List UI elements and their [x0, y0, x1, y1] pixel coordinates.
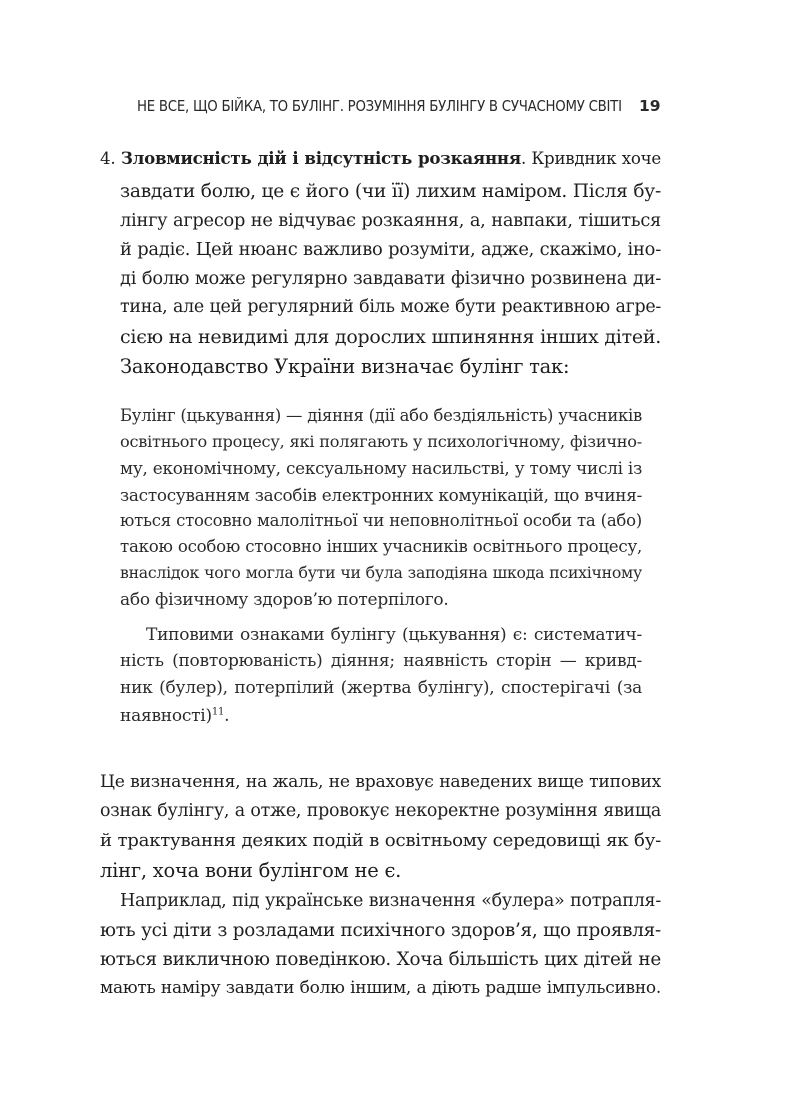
quote-last-line-end: .: [224, 706, 230, 726]
quote-line: му, економічному, сексуальному насильстві, у тому числі із: [120, 458, 642, 478]
running-title: НЕ ВСЕ, ЩО БІЙКА, ТО БУЛІНГ. РОЗУМІННЯ БУЛІНГУ В СУЧАСНОМУ СВІТІ: [137, 97, 622, 115]
quote-line: такою особою стосовно інших учасників освітнього процесу,: [120, 537, 642, 556]
item-4-line: сією на невидимі для дорослих шпиняння інших дітей.: [120, 326, 661, 348]
body-line: й трактування деяких подій в освітньому середовищі як бу-: [100, 830, 661, 851]
quote-line: внаслідок чого могла бути чи була заподіяна шкода психічному: [120, 563, 642, 582]
quote-line: [120, 706, 229, 726]
body-line: лінг, хоча вони булінгом не є.: [100, 859, 402, 882]
item-4-line: завдати болю, це є його (чи її) лихим наміром. Після бу-: [120, 181, 661, 202]
item-4-line: ді болю може регулярно завдавати фізично розвинена ди-: [120, 268, 661, 289]
item-4-line: тина, але цей регулярний біль може бути реактивною агре-: [120, 297, 661, 317]
item-4-line: Законодавство України визначає булінг так:: [120, 355, 570, 378]
item-4-line: лінгу агресор не відчуває розкаяння, а, навпаки, тішиться: [120, 210, 661, 231]
quote-line: ник (булер), потерпілий (жертва булінгу), спостерігачі (за: [120, 678, 642, 698]
quote-line: Типовими ознаками булінгу (цькування) є: систематич-: [146, 625, 642, 645]
body-line: ознак булінгу, а отже, провокує некоректне розуміння явища: [100, 801, 661, 821]
body-line: ються викличною поведінкою. Хоча більшість цих дітей не: [100, 949, 661, 970]
quote-line: ються стосовно малолітньої чи неповнолітньої особи та (або): [120, 511, 642, 530]
quote-line: застосуванням засобів електронних комунікацій, що вчиня-: [120, 485, 642, 505]
page-number: 19: [639, 97, 661, 115]
footnote-reference: 11: [211, 706, 225, 718]
item-4-first-line-rest: . Кривдник хоче: [520, 149, 662, 168]
quote-last-line-text: наявності): [120, 706, 212, 726]
item-4-term: Зловмисність дій і відсутність розкаяння: [120, 148, 521, 168]
quote-line: Булінг (цькування) — діяння (дії або бездіяльність) учасників: [120, 406, 642, 425]
running-header: [137, 97, 667, 115]
quote-line: ність (повторюваність) діяння; наявність сторін — кривд-: [120, 651, 642, 671]
body-line: Це визначення, на жаль, не враховує наведених вище типових: [100, 772, 661, 792]
item-4-line: й радіє. Цей нюанс важливо розуміти, адже, скажімо, іно-: [120, 239, 661, 260]
body-line: ють усі діти з розладами психічного здоров’я, що проявля-: [100, 920, 661, 941]
item-4-first-line: [100, 148, 661, 168]
item-4-first-line-text: [100, 148, 661, 168]
quote-line: освітнього процесу, які полягають у психологічному, фізично-: [120, 432, 642, 451]
body-line: мають наміру завдати болю іншим, а діють радше імпульсивно.: [100, 978, 661, 998]
item-number: 4.: [100, 149, 116, 168]
body-line: Наприклад, під українське визначення «булера» потрапля-: [120, 891, 661, 911]
quote-line: або фізичному здоров’ю потерпілого.: [120, 590, 449, 610]
